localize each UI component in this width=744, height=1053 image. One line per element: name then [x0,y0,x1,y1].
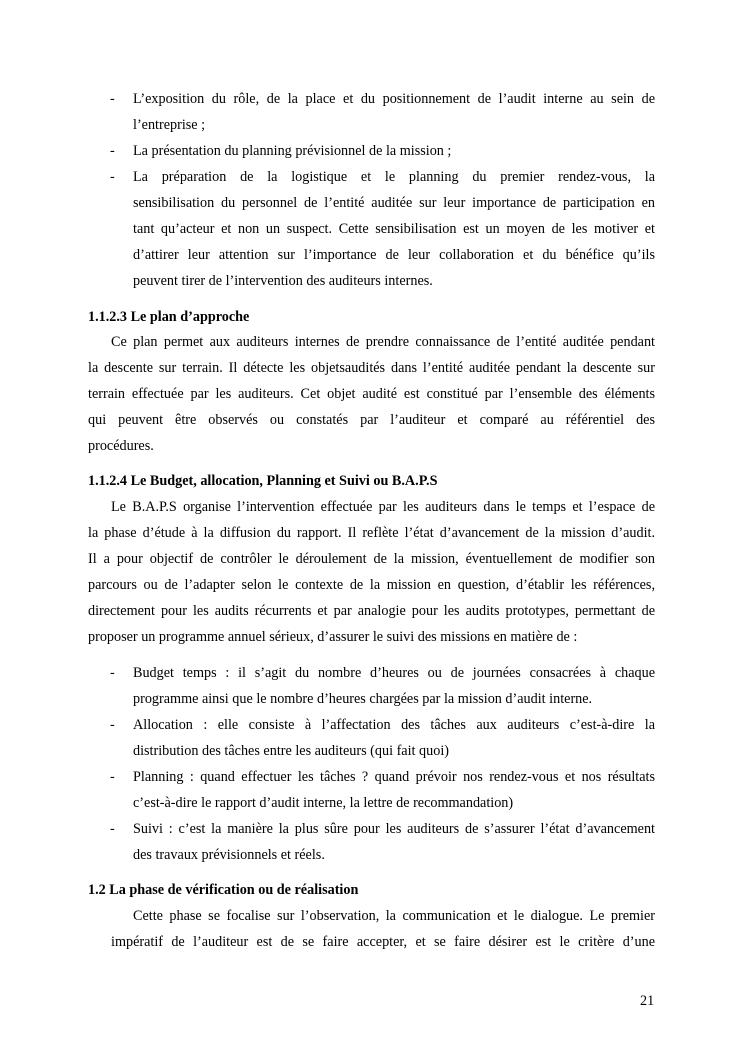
bullet-dash: - [110,769,115,785]
bullet-text: Suivi : c’est la manière la plus sûre pour les auditeurs de s’assurer l’état d’avancement [133,821,655,837]
bullet-text: peuvent tirer de l’intervention des auditeurs internes. [133,273,433,289]
bullet-text: tant qu’acteur et non un suspect. Cette sensibilisation est un moyen de les motiver et [133,221,655,237]
bullet-text: l’entreprise ; [133,117,206,133]
section-heading: 1.1.2.4 Le Budget, allocation, Planning et Suivi ou B.A.P.S [88,473,438,489]
bullet-text: Budget temps : il s’agit du nombre d’heures ou de journées consacrées à chaque [133,665,655,681]
bullet-text: d’attirer leur attention sur l’importance de leur collaboration et du bénéfice qu’ils [133,247,655,263]
bullet-text: sensibilisation du personnel de l’entité auditée sur leur importance de participation en [133,195,655,211]
paragraph-line: procédures. [88,438,154,454]
paragraph-line: qui peuvent être observés ou constatés par l’auditeur et comparé au référentiel des [88,412,655,428]
bullet-dash: - [110,717,115,733]
bullet-text: distribution des tâches entre les auditeurs (qui fait quoi) [133,743,449,759]
bullet-text: programme ainsi que le nombre d’heures chargées par la mission d’audit interne. [133,691,593,707]
bullet-text: des travaux prévisionnels et réels. [133,847,325,863]
page-number: 21 [640,993,655,1009]
paragraph-line: Ce plan permet aux auditeurs internes de prendre connaissance de l’entité auditée pendant [111,334,655,350]
paragraph-line: parcours ou de l’adapter selon le contexte de la mission en question, d’établir les références, [88,577,655,593]
bullet-text: c’est-à-dire le rapport d’audit interne, la lettre de recommandation) [133,795,514,811]
bullet-dash: - [110,169,115,185]
bullet-text: Planning : quand effectuer les tâches ? quand prévoir nos rendez-vous et nos résultats [133,769,655,785]
paragraph-line: directement pour les audits récurrents et par analogie pour les audits prototypes, permettant de [88,603,655,619]
bullet-text: Allocation : elle consiste à l’affectation des tâches aux auditeurs c’est-à-dire la [133,717,655,733]
paragraph-line: la descente sur terrain. Il détecte les objetsaudités dans l’entité auditée pendant la descente sur [88,360,655,376]
bullet-dash: - [110,665,115,681]
section-heading: 1.2 La phase de vérification ou de réalisation [88,882,359,898]
paragraph-line: impératif de l’auditeur est de se faire accepter, et se faire désirer est le critère d’une [111,934,655,950]
paragraph-line: Le B.A.P.S organise l’intervention effectuée par les auditeurs dans le temps et l’espace de [111,499,655,515]
bullet-text: L’exposition du rôle, de la place et du positionnement de l’audit interne au sein de [133,91,655,107]
paragraph-line: terrain effectuée par les auditeurs. Cet objet audité est constitué par l’ensemble des éléments [88,386,655,402]
bullet-dash: - [110,143,115,159]
section-heading: 1.1.2.3 Le plan d’approche [88,309,250,325]
bullet-dash: - [110,821,115,837]
paragraph-line: Il a pour objectif de contrôler le déroulement de la mission, éventuellement de modifier son [88,551,655,567]
bullet-dash: - [110,91,115,107]
paragraph-line: Cette phase se focalise sur l’observation, la communication et le dialogue. Le premier [133,908,655,924]
paragraph-line: la phase d’étude à la diffusion du rapport. Il reflète l’état d’avancement de la mission d’audit. [88,525,655,541]
bullet-text: La préparation de la logistique et le planning du premier rendez-vous, la [133,169,655,185]
bullet-text: La présentation du planning prévisionnel de la mission ; [133,143,452,159]
paragraph-line: proposer un programme annuel sérieux, d’assurer le suivi des missions en matière de : [88,629,578,645]
